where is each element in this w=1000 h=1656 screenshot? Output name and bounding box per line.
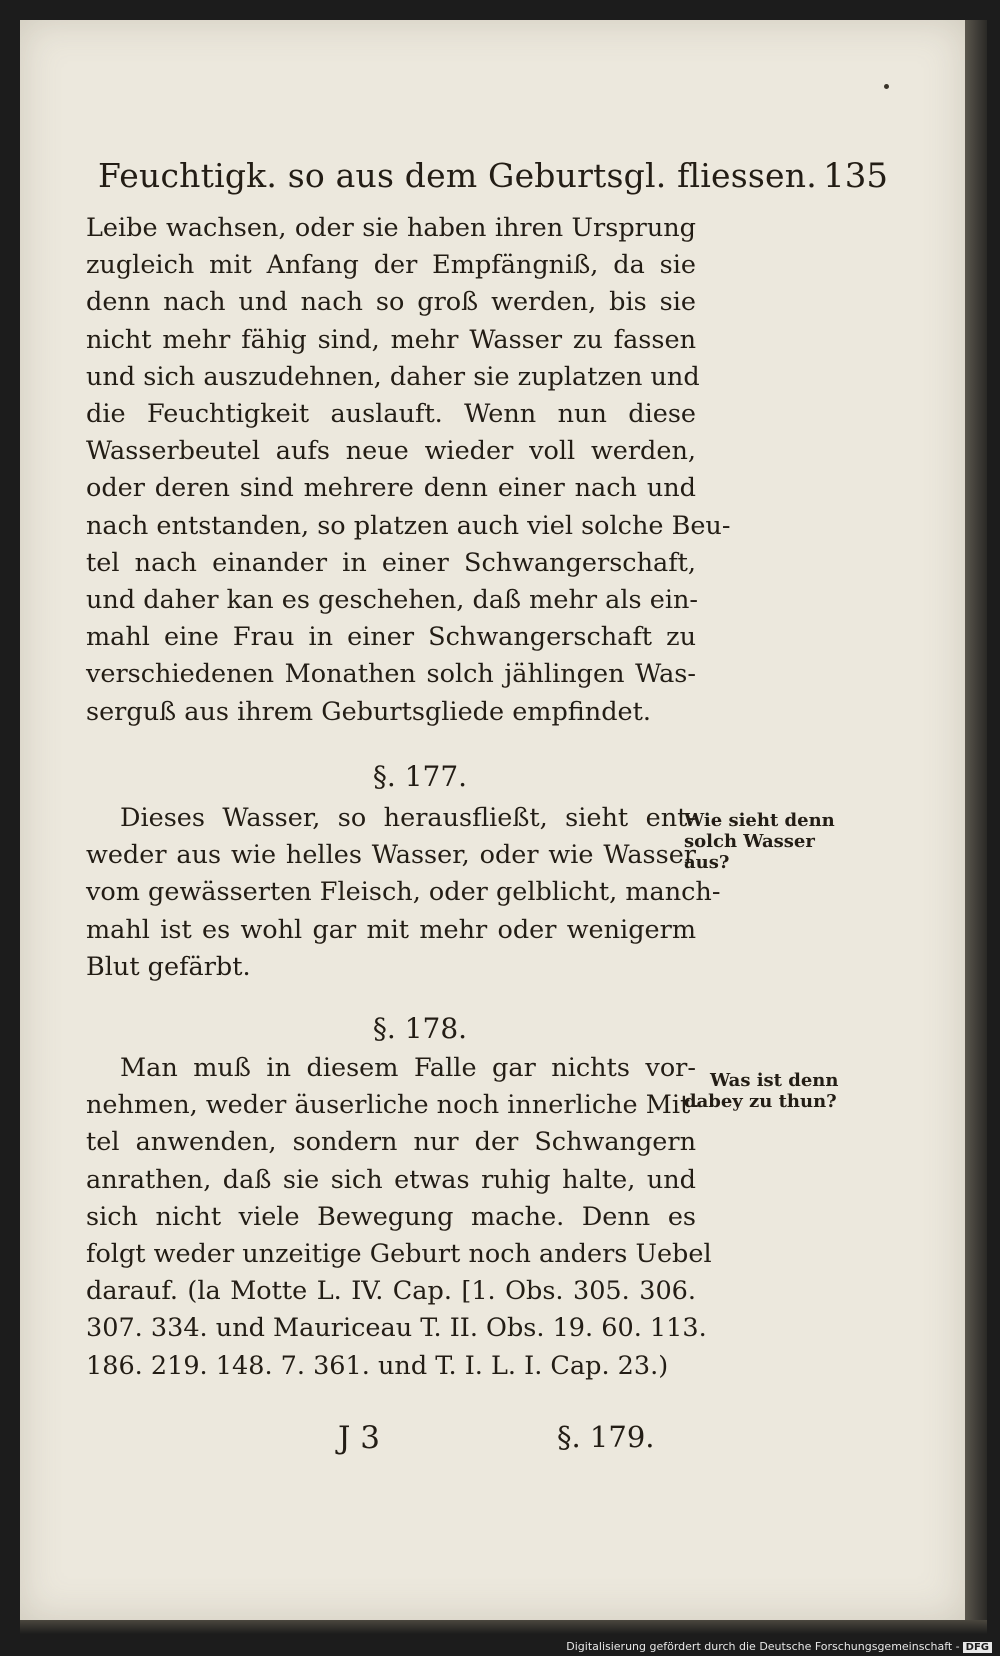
section-heading-178: §. 178.	[372, 1012, 468, 1045]
text-line: Wasserbeutel aufs neue wieder voll werden,	[86, 436, 696, 467]
page-footer	[20, 1420, 965, 1460]
text-line: die Feuchtigkeit auslauft. Wenn nun diese	[86, 399, 696, 430]
text-line: weder aus wie helles Wasser, oder wie Wasser	[86, 840, 696, 871]
page-speck	[884, 84, 889, 89]
text-line: 307. 334. und Mauriceau T. II. Obs. 19. 60. 113.	[86, 1313, 707, 1344]
text-line: 186. 219. 148. 7. 361. und T. I. L. I. Cap. 23.)	[86, 1350, 669, 1381]
text-line: Dieses Wasser, so herausfließt, sieht ent-	[120, 803, 696, 833]
text-line: tel nach einander in einer Schwangerschaft,	[86, 547, 696, 578]
marginal-line: Wie sieht denn	[684, 810, 835, 831]
page-number: 135	[823, 156, 888, 196]
text-line: nach entstanden, so platzen auch viel solche Beu-	[86, 510, 731, 541]
text-line: anrathen, daß sie sich etwas ruhig halte, und	[86, 1164, 696, 1195]
page-bottom-shadow	[20, 1620, 987, 1634]
text-line: serguß aus ihrem Geburtsgliede empfindet.	[86, 696, 651, 727]
text-line: folgt weder unzeitige Geburt noch anders Uebel	[86, 1239, 712, 1270]
catchword: §. 179.	[557, 1420, 655, 1454]
digitization-credit	[566, 1640, 992, 1653]
text-line: mahl ist es wohl gar mit mehr oder wenigerm	[86, 914, 696, 945]
marginal-note-177	[684, 810, 835, 873]
text-line: und daher kan es geschehen, daß mehr als ein-	[86, 585, 699, 616]
running-head: Feuchtigk. so aus dem Geburtsgl. fliessen.	[98, 156, 817, 195]
text-line: sich nicht viele Bewegung mache. Denn es	[86, 1201, 696, 1232]
text-line: Man muß in diesem Falle gar nichts vor-	[120, 1053, 696, 1083]
page-header	[98, 156, 888, 206]
page-edge-shadow	[965, 20, 987, 1620]
text-line: nicht mehr fähig sind, mehr Wasser zu fassen	[86, 324, 696, 355]
text-line: darauf. (la Motte L. IV. Cap. [1. Obs. 305. 306.	[86, 1276, 696, 1307]
text-line: vom gewässerten Fleisch, oder gelblicht, manch-	[86, 877, 721, 908]
text-line: Leibe wachsen, oder sie haben ihren Ursprung	[86, 213, 696, 243]
section-178-text	[86, 1050, 712, 1385]
marginal-line: dabey zu thun?	[684, 1091, 837, 1112]
text-line: nehmen, weder äuserliche noch innerliche Mit-	[86, 1090, 699, 1121]
digitization-credit-text: Digitalisierung gefördert durch die Deutsche Forschungsgemeinschaft -	[566, 1640, 960, 1653]
marginal-line: aus?	[684, 852, 730, 873]
text-line: zugleich mit Anfang der Empfängniß, da sie	[86, 250, 696, 281]
text-line: denn nach und nach so groß werden, bis sie	[86, 287, 696, 318]
text-line: mahl eine Frau in einer Schwangerschaft zu	[86, 622, 696, 653]
section-heading-177: §. 177.	[372, 760, 468, 793]
text-line: und sich auszudehnen, daher sie zuplatzen und	[86, 361, 700, 392]
text-line: Blut gefärbt.	[86, 951, 251, 982]
marginal-line: solch Wasser	[684, 831, 815, 852]
section-177-text	[86, 800, 721, 986]
dfg-logo: DFG	[963, 1642, 992, 1653]
marginal-line: Was ist denn	[710, 1070, 839, 1091]
marginal-note-178	[684, 1070, 838, 1112]
text-line: tel anwenden, sondern nur der Schwangern	[86, 1127, 696, 1158]
signature-mark: J 3	[338, 1420, 381, 1456]
paragraph-continuation	[86, 210, 731, 731]
text-line: oder deren sind mehrere denn einer nach und	[86, 473, 696, 504]
text-line: verschiedenen Monathen solch jählingen Was-	[86, 659, 696, 690]
book-page	[20, 20, 965, 1620]
